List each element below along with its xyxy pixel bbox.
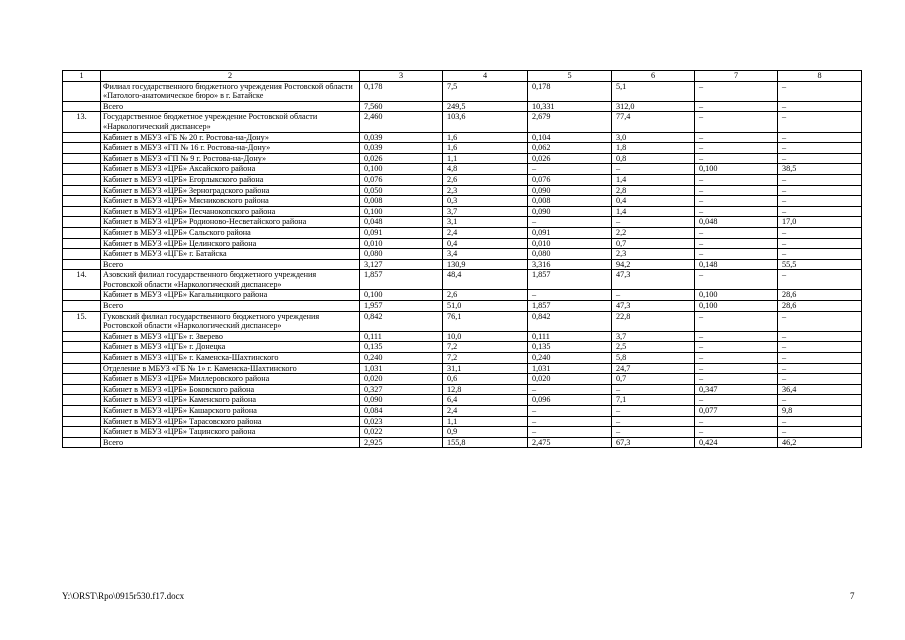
value-cell-col-3: 0,010 (360, 238, 443, 249)
value-cell-col-5: 0,076 (528, 174, 612, 185)
value-cell-col-5: 0,020 (528, 374, 612, 385)
value-cell-col-7: 0,077 (695, 406, 778, 417)
value-cell-col-5: – (528, 416, 612, 427)
value-cell-col-3: 0,090 (360, 395, 443, 406)
table-header-row (63, 71, 862, 82)
value-cell-col-7: – (695, 101, 778, 112)
value-cell-col-8: – (778, 143, 862, 154)
institution-name-cell: Кабинет в МБУЗ «ЦРБ» Тацинского района (101, 427, 360, 438)
value-cell-col-8: – (778, 395, 862, 406)
value-cell-col-6: 5,8 (612, 353, 695, 364)
value-cell-col-5: 0,090 (528, 185, 612, 196)
value-cell-col-7: – (695, 416, 778, 427)
institution-name-cell: Кабинет в МБУЗ «ЦРБ» Боковского района (101, 384, 360, 395)
institution-name-cell: Кабинет в МБУЗ «ГП № 16 г. Ростова-на-Дону» (101, 143, 360, 154)
value-cell-col-7: – (695, 427, 778, 438)
column-number-cell: 3 (360, 71, 443, 82)
value-cell-col-3: 0,100 (360, 206, 443, 217)
value-cell-col-4: 6,4 (443, 395, 528, 406)
institution-name-cell: Гуковский филиал государственного бюджетного учреждения Ростовской области «Наркологический диспансер» (101, 311, 360, 331)
value-cell-col-6: – (612, 384, 695, 395)
value-cell-col-4: 2,4 (443, 227, 528, 238)
value-cell-col-5: 0,842 (528, 311, 612, 331)
value-cell-col-7: – (695, 227, 778, 238)
value-cell-col-5: – (528, 217, 612, 228)
value-cell-col-7: – (695, 374, 778, 385)
value-cell-col-5: 0,096 (528, 395, 612, 406)
value-cell-col-5: 0,008 (528, 196, 612, 207)
value-cell-col-5: 0,178 (528, 81, 612, 101)
value-cell-col-8: 17,0 (778, 217, 862, 228)
column-number-cell: 4 (443, 71, 528, 82)
row-number-cell (63, 290, 101, 301)
value-cell-col-4: 76,1 (443, 311, 528, 331)
value-cell-col-4: 249,5 (443, 101, 528, 112)
value-cell-col-6: 0,4 (612, 196, 695, 207)
table-row (63, 353, 862, 364)
value-cell-col-4: 7,5 (443, 81, 528, 101)
value-cell-col-4: 3,1 (443, 217, 528, 228)
value-cell-col-8: 46,2 (778, 437, 862, 448)
column-number-cell: 8 (778, 71, 862, 82)
value-cell-col-6: 77,4 (612, 112, 695, 132)
row-number-cell (63, 331, 101, 342)
value-cell-col-3: 0,135 (360, 342, 443, 353)
value-cell-col-6: 67,3 (612, 437, 695, 448)
value-cell-col-4: 2,3 (443, 185, 528, 196)
table-row (63, 227, 862, 238)
value-cell-col-7: – (695, 153, 778, 164)
value-cell-col-7: – (695, 249, 778, 260)
value-cell-col-5: – (528, 164, 612, 175)
institution-name-cell: Кабинет в МБУЗ «ЦРБ» Кагальницкого района (101, 290, 360, 301)
value-cell-col-4: 48,4 (443, 270, 528, 290)
value-cell-col-8: – (778, 270, 862, 290)
value-cell-col-5: 1,031 (528, 363, 612, 374)
value-cell-col-4: 7,2 (443, 342, 528, 353)
value-cell-col-4: 4,8 (443, 164, 528, 175)
value-cell-col-7: 0,048 (695, 217, 778, 228)
table-row (63, 174, 862, 185)
value-cell-col-8: – (778, 374, 862, 385)
row-number-cell (63, 164, 101, 175)
column-number-cell: 7 (695, 71, 778, 82)
value-cell-col-8: – (778, 311, 862, 331)
value-cell-col-6: 312,0 (612, 101, 695, 112)
institution-name-cell: Всего (101, 259, 360, 270)
value-cell-col-7: – (695, 206, 778, 217)
institution-name-cell: Кабинет в МБУЗ «ГБ № 20 г. Ростова-на-Дону» (101, 132, 360, 143)
value-cell-col-5: 0,026 (528, 153, 612, 164)
value-cell-col-6: 2,3 (612, 249, 695, 260)
value-cell-col-5: 1,857 (528, 270, 612, 290)
table-row (63, 217, 862, 228)
value-cell-col-6: 2,5 (612, 342, 695, 353)
value-cell-col-3: 0,008 (360, 196, 443, 207)
column-number-cell: 6 (612, 71, 695, 82)
value-cell-col-3: 0,091 (360, 227, 443, 238)
value-cell-col-4: 1,1 (443, 416, 528, 427)
value-cell-col-8: – (778, 342, 862, 353)
value-cell-col-8: – (778, 81, 862, 101)
value-cell-col-7: – (695, 132, 778, 143)
row-number-cell (63, 395, 101, 406)
table-row (63, 342, 862, 353)
value-cell-col-6: – (612, 217, 695, 228)
row-number-cell (63, 238, 101, 249)
row-number-cell (63, 374, 101, 385)
value-cell-col-7: 0,148 (695, 259, 778, 270)
value-cell-col-4: 51,0 (443, 301, 528, 312)
institution-name-cell: Кабинет в МБУЗ «ЦРБ» Мясниковского района (101, 196, 360, 207)
row-number-cell (63, 437, 101, 448)
value-cell-col-3: 0,048 (360, 217, 443, 228)
value-cell-col-3: 0,842 (360, 311, 443, 331)
institution-name-cell: Филиал государственного бюджетного учреждения Ростовской области «Патолого-анатомическое бюро» в г. Батайске (101, 81, 360, 101)
value-cell-col-3: 1,857 (360, 270, 443, 290)
value-cell-col-5: 0,135 (528, 342, 612, 353)
value-cell-col-3: 1,957 (360, 301, 443, 312)
row-number-cell (63, 185, 101, 196)
value-cell-col-4: 0,6 (443, 374, 528, 385)
value-cell-col-8: – (778, 196, 862, 207)
value-cell-col-6: 22,8 (612, 311, 695, 331)
column-number-cell: 2 (101, 71, 360, 82)
value-cell-col-5: 0,091 (528, 227, 612, 238)
row-number-cell (63, 81, 101, 101)
institution-name-cell: Кабинет в МБУЗ «ЦРБ» Миллеровского района (101, 374, 360, 385)
row-number-cell (63, 259, 101, 270)
value-cell-col-7: – (695, 331, 778, 342)
institution-name-cell: Государственное бюджетное учреждение Ростовской области «Наркологический диспансер» (101, 112, 360, 132)
value-cell-col-3: 0,020 (360, 374, 443, 385)
row-number-cell (63, 153, 101, 164)
value-cell-col-6: 3,7 (612, 331, 695, 342)
value-cell-col-3: 7,560 (360, 101, 443, 112)
value-cell-col-7: 0,424 (695, 437, 778, 448)
value-cell-col-8: – (778, 331, 862, 342)
value-cell-col-6: 7,1 (612, 395, 695, 406)
institution-name-cell: Всего (101, 301, 360, 312)
value-cell-col-3: 0,039 (360, 143, 443, 154)
value-cell-col-3: 0,080 (360, 249, 443, 260)
value-cell-col-3: 0,100 (360, 290, 443, 301)
value-cell-col-3: 0,240 (360, 353, 443, 364)
value-cell-col-4: 130,9 (443, 259, 528, 270)
value-cell-col-6: – (612, 290, 695, 301)
value-cell-col-5: – (528, 406, 612, 417)
value-cell-col-7: – (695, 185, 778, 196)
value-cell-col-8: – (778, 416, 862, 427)
value-cell-col-7: 0,100 (695, 301, 778, 312)
value-cell-col-4: 31,1 (443, 363, 528, 374)
value-cell-col-3: 2,925 (360, 437, 443, 448)
value-cell-col-3: 0,178 (360, 81, 443, 101)
row-number-cell: 14. (63, 270, 101, 290)
row-number-cell: 13. (63, 112, 101, 132)
row-number-cell (63, 301, 101, 312)
institution-name-cell: Кабинет в МБУЗ «ЦРБ» Целинского района (101, 238, 360, 249)
value-cell-col-4: 103,6 (443, 112, 528, 132)
value-cell-col-8: 55,5 (778, 259, 862, 270)
value-cell-col-7: – (695, 238, 778, 249)
value-cell-col-7: 0,347 (695, 384, 778, 395)
table-row (63, 374, 862, 385)
value-cell-col-6: 1,8 (612, 143, 695, 154)
value-cell-col-8: – (778, 153, 862, 164)
institution-name-cell: Кабинет в МБУЗ «ЦРБ» Тарасовского района (101, 416, 360, 427)
table-row (63, 143, 862, 154)
row-number-cell (63, 174, 101, 185)
value-cell-col-7: 0,100 (695, 164, 778, 175)
institution-name-cell: Кабинет в МБУЗ «ЦГБ» г. Донецка (101, 342, 360, 353)
value-cell-col-6: 0,8 (612, 153, 695, 164)
table-row (63, 259, 862, 270)
value-cell-col-7: – (695, 270, 778, 290)
value-cell-col-4: 12,8 (443, 384, 528, 395)
value-cell-col-7: 0,100 (695, 290, 778, 301)
value-cell-col-5: – (528, 427, 612, 438)
value-cell-col-5: 2,475 (528, 437, 612, 448)
value-cell-col-3: 0,076 (360, 174, 443, 185)
value-cell-col-7: – (695, 353, 778, 364)
table-row (63, 427, 862, 438)
table-row (63, 249, 862, 260)
institution-name-cell: Кабинет в МБУЗ «ЦГБ» г. Батайска (101, 249, 360, 260)
table-row (63, 164, 862, 175)
value-cell-col-4: 3,7 (443, 206, 528, 217)
row-number-cell (63, 249, 101, 260)
document-sheet (62, 70, 861, 448)
value-cell-col-7: – (695, 395, 778, 406)
value-cell-col-6: 3,0 (612, 132, 695, 143)
row-number-cell (63, 353, 101, 364)
value-cell-col-3: 2,460 (360, 112, 443, 132)
row-number-cell (63, 363, 101, 374)
value-cell-col-7: – (695, 81, 778, 101)
value-cell-col-8: 9,8 (778, 406, 862, 417)
value-cell-col-6: 1,4 (612, 174, 695, 185)
value-cell-col-8: 38,5 (778, 164, 862, 175)
value-cell-col-4: 1,1 (443, 153, 528, 164)
value-cell-col-3: 0,022 (360, 427, 443, 438)
table-row (63, 301, 862, 312)
value-cell-col-8: – (778, 363, 862, 374)
institution-name-cell: Кабинет в МБУЗ «ЦГБ» г. Каменска-Шахтинского (101, 353, 360, 364)
value-cell-col-8: – (778, 353, 862, 364)
row-number-cell (63, 416, 101, 427)
institution-name-cell: Кабинет в МБУЗ «ЦРБ» Каменского района (101, 395, 360, 406)
value-cell-col-6: 0,7 (612, 238, 695, 249)
value-cell-col-8: – (778, 185, 862, 196)
value-cell-col-3: 0,023 (360, 416, 443, 427)
value-cell-col-6: 2,8 (612, 185, 695, 196)
institution-name-cell: Кабинет в МБУЗ «ЦРБ» Родионово-Несветайского района (101, 217, 360, 228)
value-cell-col-5: 0,240 (528, 353, 612, 364)
value-cell-col-6: 5,1 (612, 81, 695, 101)
institution-name-cell: Кабинет в МБУЗ «ЦРБ» Зерноградского района (101, 185, 360, 196)
institution-name-cell: Кабинет в МБУЗ «ЦГБ» г. Зверево (101, 331, 360, 342)
row-number-cell (63, 406, 101, 417)
value-cell-col-5: 0,080 (528, 249, 612, 260)
data-table (62, 70, 862, 448)
table-row (63, 153, 862, 164)
value-cell-col-5: 0,104 (528, 132, 612, 143)
value-cell-col-6: 1,4 (612, 206, 695, 217)
value-cell-col-4: 1,6 (443, 143, 528, 154)
footer-file-path: Y:\ORST\Rpo\0915r530.f17.docx (62, 591, 185, 601)
value-cell-col-3: 0,026 (360, 153, 443, 164)
column-number-cell: 5 (528, 71, 612, 82)
value-cell-col-7: – (695, 342, 778, 353)
value-cell-col-8: 28,6 (778, 301, 862, 312)
table-row (63, 196, 862, 207)
table-row (63, 132, 862, 143)
value-cell-col-8: 36,4 (778, 384, 862, 395)
row-number-cell (63, 132, 101, 143)
table-row (63, 395, 862, 406)
value-cell-col-8: – (778, 112, 862, 132)
value-cell-col-6: 47,3 (612, 301, 695, 312)
value-cell-col-5: 0,062 (528, 143, 612, 154)
value-cell-col-5: – (528, 290, 612, 301)
row-number-cell (63, 196, 101, 207)
table-row (63, 185, 862, 196)
value-cell-col-4: 2,6 (443, 174, 528, 185)
value-cell-col-4: 10,0 (443, 331, 528, 342)
row-number-cell (63, 143, 101, 154)
row-number-cell (63, 342, 101, 353)
value-cell-col-3: 1,031 (360, 363, 443, 374)
value-cell-col-5: – (528, 384, 612, 395)
value-cell-col-4: 1,6 (443, 132, 528, 143)
value-cell-col-7: – (695, 363, 778, 374)
value-cell-col-6: 47,3 (612, 270, 695, 290)
value-cell-col-6: 2,2 (612, 227, 695, 238)
value-cell-col-8: – (778, 206, 862, 217)
table-row (63, 238, 862, 249)
table-row (63, 331, 862, 342)
institution-name-cell: Азовский филиал государственного бюджетного учреждения Ростовской области «Наркологический диспансер» (101, 270, 360, 290)
row-number-cell (63, 206, 101, 217)
value-cell-col-8: – (778, 238, 862, 249)
value-cell-col-6: – (612, 427, 695, 438)
value-cell-col-4: 0,9 (443, 427, 528, 438)
value-cell-col-4: 7,2 (443, 353, 528, 364)
institution-name-cell: Всего (101, 437, 360, 448)
value-cell-col-3: 3,127 (360, 259, 443, 270)
table-row (63, 270, 862, 290)
value-cell-col-5: 1,857 (528, 301, 612, 312)
value-cell-col-8: 28,6 (778, 290, 862, 301)
row-number-cell (63, 217, 101, 228)
value-cell-col-5: 3,316 (528, 259, 612, 270)
table-row (63, 406, 862, 417)
footer-page-number: 7 (850, 591, 855, 601)
value-cell-col-5: 0,111 (528, 331, 612, 342)
value-cell-col-6: – (612, 406, 695, 417)
institution-name-cell: Кабинет в МБУЗ «ГП № 9 г. Ростова-на-Дону» (101, 153, 360, 164)
table-row (63, 290, 862, 301)
institution-name-cell: Кабинет в МБУЗ «ЦРБ» Кашарского района (101, 406, 360, 417)
value-cell-col-5: 2,679 (528, 112, 612, 132)
row-number-cell: 15. (63, 311, 101, 331)
value-cell-col-4: 0,3 (443, 196, 528, 207)
value-cell-col-3: 0,039 (360, 132, 443, 143)
value-cell-col-3: 0,050 (360, 185, 443, 196)
value-cell-col-3: 0,084 (360, 406, 443, 417)
value-cell-col-4: 155,8 (443, 437, 528, 448)
row-number-cell (63, 101, 101, 112)
value-cell-col-6: 24,7 (612, 363, 695, 374)
value-cell-col-8: – (778, 132, 862, 143)
table-row (63, 363, 862, 374)
value-cell-col-7: – (695, 311, 778, 331)
table-row (63, 112, 862, 132)
table-row (63, 416, 862, 427)
value-cell-col-4: 3,4 (443, 249, 528, 260)
value-cell-col-5: 10,331 (528, 101, 612, 112)
value-cell-col-8: – (778, 101, 862, 112)
value-cell-col-7: – (695, 112, 778, 132)
column-number-cell: 1 (63, 71, 101, 82)
value-cell-col-3: 0,111 (360, 331, 443, 342)
institution-name-cell: Кабинет в МБУЗ «ЦРБ» Аксайского района (101, 164, 360, 175)
table-row (63, 384, 862, 395)
value-cell-col-8: – (778, 249, 862, 260)
value-cell-col-3: 0,100 (360, 164, 443, 175)
value-cell-col-4: 2,4 (443, 406, 528, 417)
row-number-cell (63, 384, 101, 395)
value-cell-col-4: 2,6 (443, 290, 528, 301)
value-cell-col-3: 0,327 (360, 384, 443, 395)
value-cell-col-8: – (778, 427, 862, 438)
value-cell-col-5: 0,090 (528, 206, 612, 217)
value-cell-col-7: – (695, 143, 778, 154)
value-cell-col-8: – (778, 174, 862, 185)
institution-name-cell: Кабинет в МБУЗ «ЦРБ» Сальского района (101, 227, 360, 238)
table-row (63, 101, 862, 112)
value-cell-col-8: – (778, 227, 862, 238)
value-cell-col-6: 0,7 (612, 374, 695, 385)
table-row (63, 437, 862, 448)
value-cell-col-6: 94,2 (612, 259, 695, 270)
table-row (63, 206, 862, 217)
institution-name-cell: Отделение в МБУЗ «ГБ № 1» г. Каменска-Шахтинского (101, 363, 360, 374)
institution-name-cell: Кабинет в МБУЗ «ЦРБ» Песчанокопского района (101, 206, 360, 217)
value-cell-col-5: 0,010 (528, 238, 612, 249)
row-number-cell (63, 427, 101, 438)
value-cell-col-4: 0,4 (443, 238, 528, 249)
institution-name-cell: Всего (101, 101, 360, 112)
value-cell-col-7: – (695, 174, 778, 185)
table-row (63, 81, 862, 101)
value-cell-col-6: – (612, 164, 695, 175)
value-cell-col-6: – (612, 416, 695, 427)
table-row (63, 311, 862, 331)
value-cell-col-7: – (695, 196, 778, 207)
institution-name-cell: Кабинет в МБУЗ «ЦРБ» Егорлыкского района (101, 174, 360, 185)
row-number-cell (63, 227, 101, 238)
